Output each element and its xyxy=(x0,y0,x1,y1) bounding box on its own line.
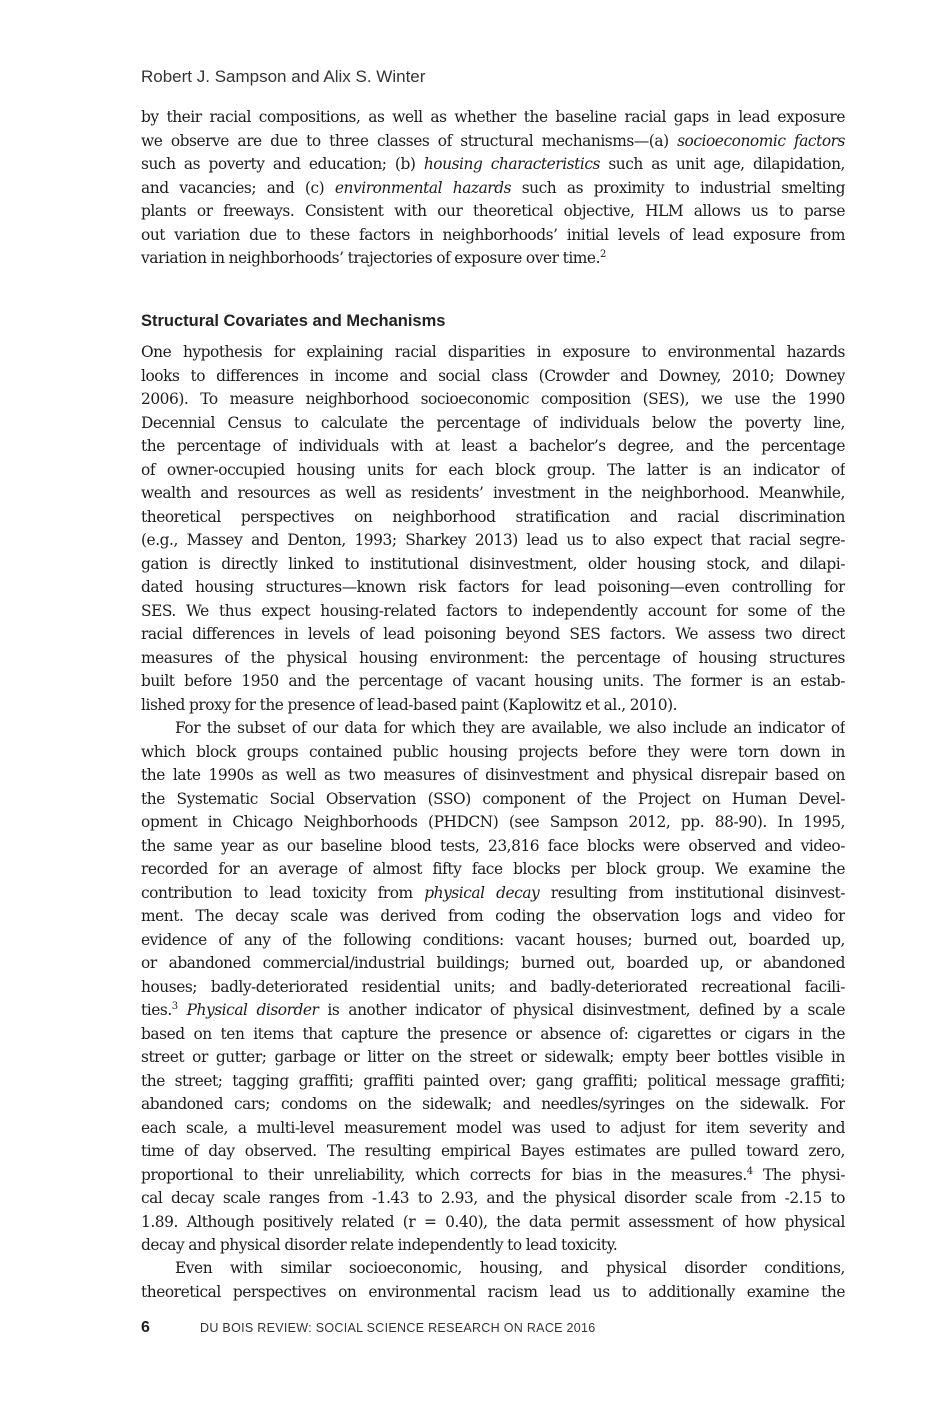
text-line: looks to differences in income and social class (Crowder and Downey, 2010; Downey xyxy=(141,366,845,385)
italic-term: Physical disorder xyxy=(186,1001,319,1019)
text-line: 2006). To measure neighborhood socioeconomic composition (SES), we use the 1990 xyxy=(141,390,845,408)
text-line: wealth and resources as well as residents’ investment in the neighborhood. Meanwhile, xyxy=(141,484,845,502)
journal-title-footer: DU BOIS REVIEW: SOCIAL SCIENCE RESEARCH ON RACE 2016 xyxy=(200,1321,596,1335)
text-line: and vacancies; and (c) environmental hazards such as proximity to industrial smelting xyxy=(141,178,845,197)
text-line: decay and physical disorder relate independently to lead toxicity. xyxy=(141,1236,618,1254)
text-line: evidence of any of the following conditions: vacant houses; burned out, boarded up, xyxy=(141,930,845,949)
text-line: For the subset of our data for which they are available, we also include an indicator of xyxy=(175,719,845,737)
section-heading: Structural Covariates and Mechanisms xyxy=(141,312,446,330)
text-line: One hypothesis for explaining racial disparities in exposure to environmental hazards xyxy=(141,343,845,361)
text-line: abandoned cars; condoms on the sidewalk; and needles/syringes on the sidewalk. For xyxy=(141,1095,845,1113)
text-line: which block groups contained public housing projects before they were torn down in xyxy=(141,742,845,761)
italic-term: environmental hazards xyxy=(334,178,512,197)
text-line: such as poverty and education; (b) housing characteristics such as unit age, dilapidation, xyxy=(141,155,845,173)
text-line: time of day observed. The resulting empirical Bayes estimates are pulled toward zero, xyxy=(141,1142,845,1160)
text-line: measures of the physical housing environment: the percentage of housing structures xyxy=(141,648,845,667)
page-number: 6 xyxy=(141,1319,150,1336)
text-line: of owner-occupied housing units for each block group. The latter is an indicator of xyxy=(141,460,845,479)
text-line: variation in neighborhoods’ trajectories of exposure over time.$^2$ xyxy=(141,249,606,267)
text-line: the Systematic Social Observation (SSO) component of the Project on Human Devel- xyxy=(141,789,845,808)
italic-term: socioeconomic factors xyxy=(677,131,845,150)
running-head-authors: Robert J. Sampson and Alix S. Winter xyxy=(141,67,426,86)
text-line: SES. We thus expect housing-related factors to independently account for some of the xyxy=(141,601,845,620)
text-line: plants or freeways. Consistent with our theoretical objective, HLM allows us to parse xyxy=(141,202,845,220)
footnote-marker: 3 xyxy=(171,1001,178,1012)
text-line: the street; tagging graffiti; graffiti painted over; gang graffiti; political message graffiti; xyxy=(141,1071,845,1090)
paragraph-ses xyxy=(141,341,845,717)
italic-term: housing characteristics xyxy=(423,155,600,173)
footnote-marker: 2 xyxy=(600,249,606,260)
text-line: dated housing structures—known risk factors for lead poisoning—even controlling for xyxy=(141,578,845,596)
text-line: lished proxy for the presence of lead-based paint (Kaplowitz et al., 2010). xyxy=(141,695,678,714)
text-line: 1.89. Although positively related (r = 0.40), the data permit assessment of how physical xyxy=(141,1212,845,1231)
text-line: proportional to their unreliability, which corrects for bias in the measures.$^4$ The physi- xyxy=(141,1165,845,1184)
intro-paragraph xyxy=(141,106,845,271)
text-line: (e.g., Massey and Denton, 1993; Sharkey 2013) lead us to also expect that racial segre- xyxy=(141,531,845,549)
text-line: recorded for an average of almost fifty face blocks per block group. We examine the xyxy=(141,860,845,878)
text-line: built before 1950 and the percentage of vacant housing units. The former is an estab- xyxy=(141,672,845,690)
text-line: theoretical perspectives on environmental racism lead us to additionally examine the xyxy=(141,1282,845,1301)
text-line: Decennial Census to calculate the percentage of individuals below the poverty line, xyxy=(141,413,845,432)
paragraph-sso xyxy=(141,717,845,1258)
footnote-marker: 4 xyxy=(746,1165,753,1177)
text-line: we observe are due to three classes of structural mechanisms—(a) socioeconomic factors xyxy=(141,131,845,150)
text-line: ment. The decay scale was derived from coding the observation logs and video for xyxy=(141,907,845,925)
text-line: theoretical perspectives on neighborhood stratification and racial discrimination xyxy=(141,507,845,526)
text-line: by their racial compositions, as well as whether the baseline racial gaps in lead exposure xyxy=(141,108,845,126)
text-line: houses; badly-deteriorated residential units; and badly-deteriorated recreational facili- xyxy=(141,977,845,996)
text-line: out variation due to these factors in neighborhoods’ initial levels of lead exposure from xyxy=(141,225,845,244)
text-line: each scale, a multi-level measurement model was used to adjust for item severity and xyxy=(141,1118,845,1137)
text-line: Even with similar socioeconomic, housing, and physical disorder conditions, xyxy=(175,1259,845,1277)
italic-term: physical decay xyxy=(424,883,540,902)
text-line: cal decay scale ranges from -1.43 to 2.93, and the physical disorder scale from -2.15 to xyxy=(141,1189,845,1207)
text-line: street or gutter; garbage or litter on the street or sidewalk; empty beer bottles visible in xyxy=(141,1048,845,1066)
paragraph-environmental-racism xyxy=(141,1257,845,1304)
text-line: gation is directly linked to institutional disinvestment, older housing stock, and dilapi- xyxy=(141,554,845,573)
text-line: based on ten items that capture the presence or absence of: cigarettes or cigars in the xyxy=(141,1024,845,1043)
text-line: the late 1990s as well as two measures of disinvestment and physical disrepair based on xyxy=(141,766,845,784)
text-line: contribution to lead toxicity from physical decay resulting from institutional disinvest- xyxy=(141,883,845,902)
text-line: the same year as our baseline blood tests, 23,816 face blocks were observed and video- xyxy=(141,836,845,855)
text-line: or abandoned commercial/industrial buildings; burned out, boarded up, or abandoned xyxy=(141,954,845,972)
text-line: opment in Chicago Neighborhoods (PHDCN) (see Sampson 2012, pp. 88-90). In 1995, xyxy=(141,813,845,831)
text-line: racial differences in levels of lead poisoning beyond SES factors. We assess two direct xyxy=(141,625,845,643)
text-line: ties.$^3$ Physical disorder is another indicator of physical disinvestment, defined by a scale xyxy=(141,1001,845,1019)
text-line: the percentage of individuals with at least a bachelor’s degree, and the percentage xyxy=(141,437,845,455)
